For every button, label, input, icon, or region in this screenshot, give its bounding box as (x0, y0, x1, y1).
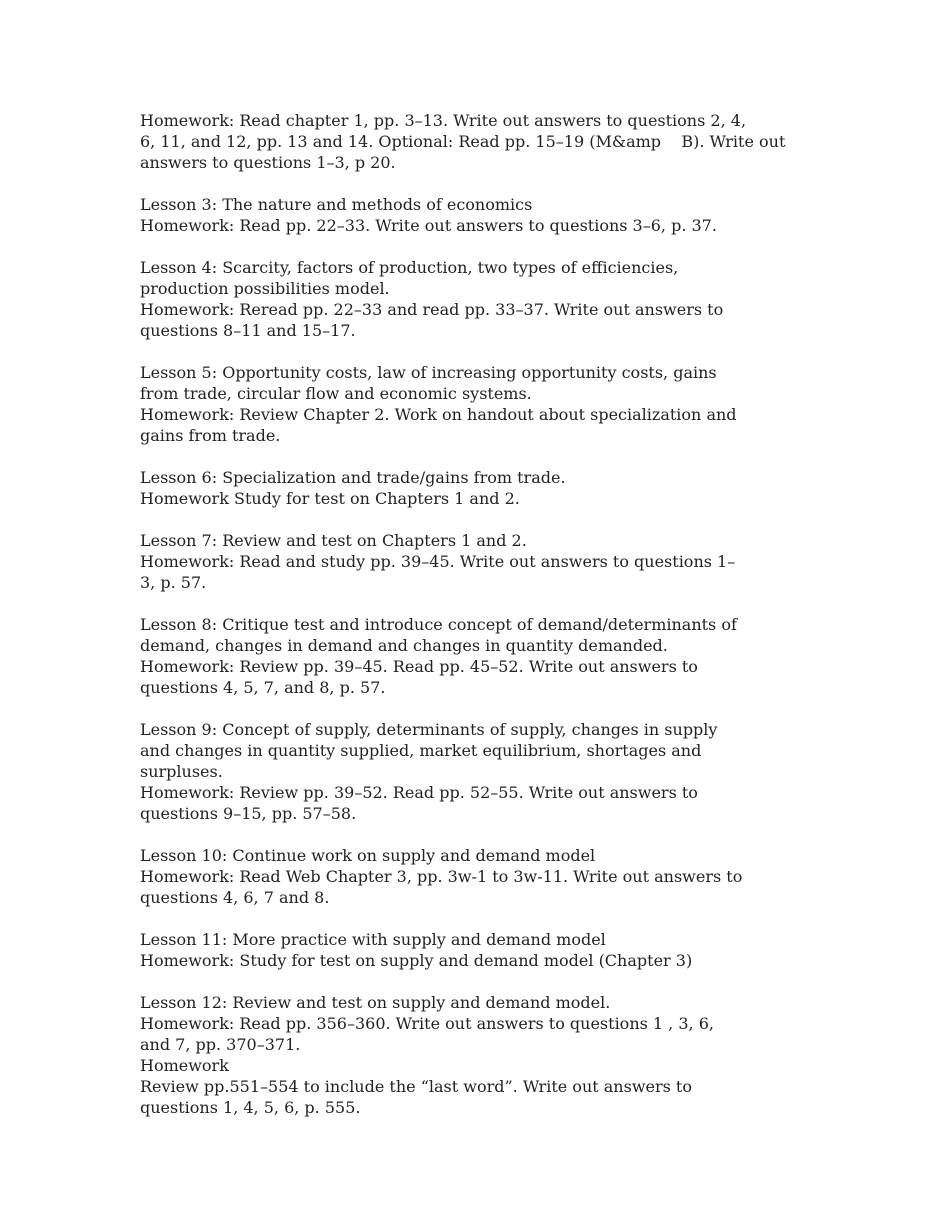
lesson-11-block (140, 929, 780, 971)
text-line: questions 1, 4, 5, 6, p. 555. (140, 1098, 361, 1117)
text-line: questions 8–11 and 15–17. (140, 321, 356, 340)
text-line: and 7, pp. 370–371. (140, 1035, 301, 1054)
lesson-title: Lesson 11: More practice with supply and demand model (140, 930, 606, 949)
document-page (140, 110, 786, 1139)
text-line: questions 4, 6, 7 and 8. (140, 888, 330, 907)
homework-line: Homework: Study for test on supply and demand model (Chapter 3) (140, 951, 693, 970)
lesson-title: Lesson 10: Continue work on supply and demand model (140, 846, 596, 865)
lesson-title: Lesson 9: Concept of supply, determinants of supply, changes in supply (140, 720, 718, 739)
homework-line: Homework Study for test on Chapters 1 and 2. (140, 489, 520, 508)
homework-heading: Homework (140, 1056, 229, 1075)
homework-line: Homework: Read pp. 22–33. Write out answers to questions 3–6, p. 37. (140, 216, 717, 235)
homework-line: Homework: Review pp. 39–45. Read pp. 45–52. Write out answers to (140, 657, 698, 676)
lesson-8-block (140, 614, 780, 698)
lesson-title: Lesson 4: Scarcity, factors of production, two types of efficiencies, (140, 258, 679, 277)
text-line: demand, changes in demand and changes in quantity demanded. (140, 636, 668, 655)
text-line: from trade, circular flow and economic systems. (140, 384, 532, 403)
lesson-5-block (140, 362, 780, 446)
text-line: questions 4, 5, 7, and 8, p. 57. (140, 678, 386, 697)
lesson-title: Lesson 3: The nature and methods of economics (140, 195, 533, 214)
homework-line: Homework: Read pp. 356–360. Write out answers to questions 1 , 3, 6, (140, 1014, 714, 1033)
homework-line: Homework: Review pp. 39–52. Read pp. 52–55. Write out answers to (140, 783, 698, 802)
text-line: Review pp.551–554 to include the “last word”. Write out answers to (140, 1077, 692, 1096)
text-line: surpluses. (140, 762, 223, 781)
homework-chapter-1-block (140, 110, 786, 173)
text-line: questions 9–15, pp. 57–58. (140, 804, 357, 823)
lesson-3-block (140, 194, 780, 236)
homework-line: Homework: Review Chapter 2. Work on handout about specialization and (140, 405, 737, 424)
lesson-title: Lesson 12: Review and test on supply and demand model. (140, 993, 611, 1012)
text-line: production possibilities model. (140, 279, 390, 298)
homework-line: Homework: Reread pp. 22–33 and read pp. 33–37. Write out answers to (140, 300, 724, 319)
lesson-10-block (140, 845, 780, 908)
lesson-6-block (140, 467, 780, 509)
text-line: and changes in quantity supplied, market equilibrium, shortages and (140, 741, 702, 760)
lesson-4-block (140, 257, 780, 341)
text-line: 6, 11, and 12, pp. 13 and 14. Optional: Read pp. 15–19 (M&amp B). Write out (140, 132, 786, 151)
lesson-12-block (140, 992, 780, 1118)
text-line: answers to questions 1–3, p 20. (140, 153, 396, 172)
text-line: Homework: Read chapter 1, pp. 3–13. Write out answers to questions 2, 4, (140, 111, 747, 130)
lesson-title: Lesson 8: Critique test and introduce concept of demand/determinants of (140, 615, 737, 634)
homework-line: Homework: Read Web Chapter 3, pp. 3w-1 to 3w-11. Write out answers to (140, 867, 743, 886)
lesson-title: Lesson 6: Specialization and trade/gains from trade. (140, 468, 566, 487)
lesson-title: Lesson 5: Opportunity costs, law of increasing opportunity costs, gains (140, 363, 717, 382)
text-line: gains from trade. (140, 426, 281, 445)
lesson-7-block (140, 530, 780, 593)
lesson-title: Lesson 7: Review and test on Chapters 1 and 2. (140, 531, 527, 550)
text-line: 3, p. 57. (140, 573, 207, 592)
lesson-9-block (140, 719, 780, 824)
homework-line: Homework: Read and study pp. 39–45. Write out answers to questions 1– (140, 552, 736, 571)
